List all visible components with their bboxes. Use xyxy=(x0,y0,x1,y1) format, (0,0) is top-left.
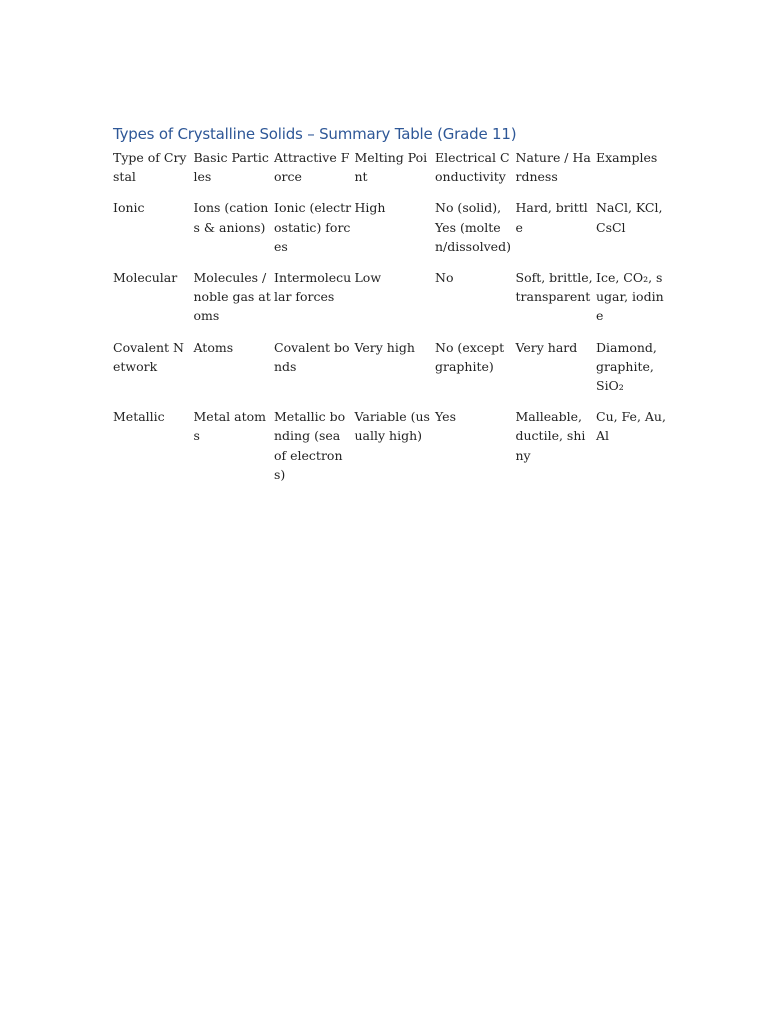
table-header-row xyxy=(110,148,666,198)
header-cell: Type of Crystal xyxy=(113,150,187,185)
table-row xyxy=(110,338,666,408)
table-cell: No (solid), Yes (molten/dissolved) xyxy=(435,200,511,254)
table-cell: Molecular xyxy=(113,270,178,286)
table-cell: Malleable, ductile, shiny xyxy=(515,409,586,463)
header-cell: Nature / Hardness xyxy=(515,150,591,185)
header-cell: Attractive Force xyxy=(274,150,350,185)
table-row xyxy=(110,198,666,268)
header-cell: Electrical Conductivity xyxy=(435,150,510,185)
table-cell: Yes xyxy=(435,409,456,425)
header-cell: Basic Particles xyxy=(193,150,269,185)
table-cell: Molecules / noble gas atoms xyxy=(193,270,271,324)
header-cell: Melting Point xyxy=(354,150,428,185)
table-cell: Variable (usually high) xyxy=(354,409,430,444)
table-cell: No xyxy=(435,270,454,286)
table-cell: Very hard xyxy=(515,339,578,355)
table-cell: Low xyxy=(354,270,382,286)
table-cell: Intermolecular forces xyxy=(274,270,352,305)
table-cell: High xyxy=(354,200,386,216)
table-cell: Ionic xyxy=(113,200,145,216)
table-cell: Metallic bonding (sea of electrons) xyxy=(274,409,346,482)
table-cell: Ions (cations & anions) xyxy=(193,200,269,235)
table-cell: Metal atoms xyxy=(193,409,266,444)
table-cell: Diamond, graphite, SiO₂ xyxy=(596,339,657,394)
table-cell: Covalent Network xyxy=(113,339,184,374)
document-title: Types of Crystalline Solids – Summary Table (Grade 11) xyxy=(113,125,517,143)
table-cell: Ionic (electrostatic) forces xyxy=(274,200,352,254)
table-cell: Cu, Fe, Au, Al xyxy=(596,409,666,444)
header-cell: Examples xyxy=(596,150,658,165)
table-cell: Covalent bonds xyxy=(274,339,350,374)
crystalline-solids-table xyxy=(110,148,666,496)
table-cell: Metallic xyxy=(113,409,165,425)
table-row xyxy=(110,407,666,496)
table-cell: Atoms xyxy=(193,339,234,355)
table-row xyxy=(110,268,666,338)
table-cell: Very high xyxy=(354,339,415,355)
table-cell: Soft, brittle, transparent xyxy=(515,270,593,305)
table-cell: Ice, CO₂, sugar, iodine xyxy=(596,270,664,324)
table-cell: NaCl, KCl, CsCl xyxy=(596,200,663,235)
table-cell: No (except graphite) xyxy=(435,339,505,374)
table-cell: Hard, brittle xyxy=(515,200,588,235)
